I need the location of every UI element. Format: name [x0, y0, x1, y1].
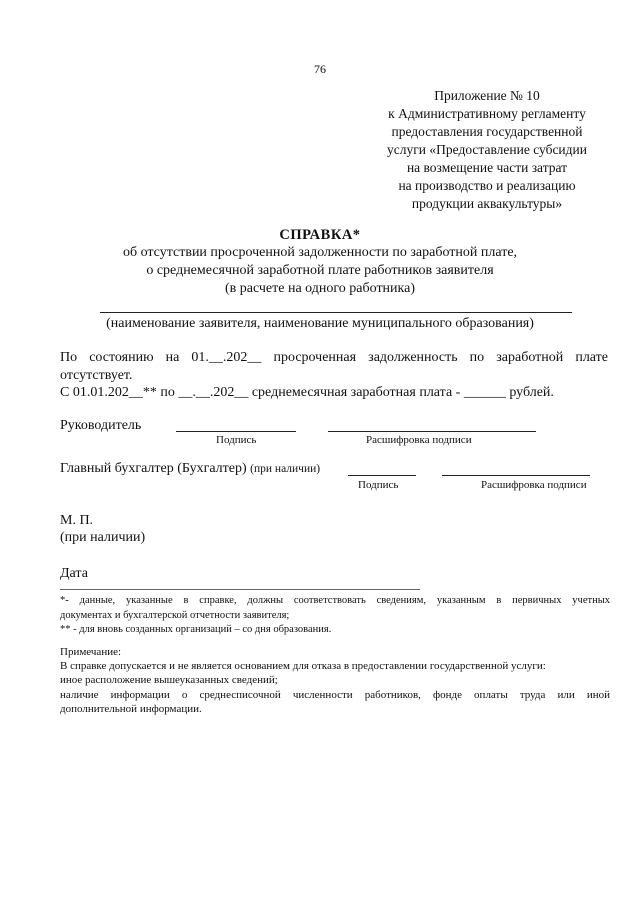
note-line-4: дополнительной информации. [60, 703, 202, 715]
appendix-line-2: к Административному регламенту [388, 106, 586, 121]
body-line-2: отсутствует. [60, 368, 133, 383]
director-signature-caption: Подпись [216, 434, 257, 446]
footnote-1-line-1: *- данные, указанные в справке, должны соответствовать сведениям, указанным в первичных учетных [60, 595, 610, 606]
director-label: Руководитель [60, 418, 142, 433]
accountant-decoding-line [442, 475, 590, 476]
footnote-2: ** - для вновь созданных организаций – со дня образования. [60, 624, 332, 635]
footnote-separator [60, 589, 420, 590]
stamp-label: М. П. [60, 513, 94, 528]
accountant-label [60, 461, 320, 477]
accountant-signature-caption: Подпись [358, 479, 399, 491]
footnote-1-line-2: документах и бухгалтерской отчетности заявителя; [60, 610, 290, 621]
note-heading: Примечание: [60, 646, 122, 658]
note-line-3: наличие информации о среднесписочной численности работников, фонде оплаты труда или иной [60, 689, 610, 701]
appendix-header [367, 87, 607, 213]
appendix-line-6: на производство и реализацию [398, 178, 576, 193]
appendix-line-3: предоставления государственной [391, 124, 583, 139]
accountant-decoding-caption: Расшифровка подписи [481, 479, 587, 491]
applicant-name-line [100, 312, 572, 313]
accountant-note: (при наличии) [250, 463, 321, 475]
accountant-signature-line [348, 475, 416, 476]
title-line-3: (в расчете на одного работника) [224, 281, 416, 296]
director-signature-line [176, 431, 296, 432]
date-label: Дата [60, 566, 88, 581]
stamp-note: (при наличии) [60, 530, 146, 545]
note-line-1: В справке допускается и не является основанием для отказа в предоставлении государственной услуги: [60, 660, 546, 672]
title-main: СПРАВКА* [279, 227, 361, 243]
director-decoding-line [328, 431, 536, 432]
director-decoding-caption: Расшифровка подписи [366, 434, 472, 446]
appendix-line-7: продукции аквакультуры» [411, 196, 563, 211]
page-number: 76 [314, 62, 326, 76]
title-line-2: о среднемесячной заработной плате работников заявителя [146, 263, 494, 278]
appendix-line-1: Приложение № 10 [434, 88, 540, 103]
appendix-line-5: на возмещение части затрат [406, 160, 568, 175]
title-line-1: об отсутствии просроченной задолженности по заработной плате, [122, 245, 518, 260]
appendix-line-4: услуги «Предоставление субсидии [387, 142, 587, 157]
body-line-1: По состоянию на 01.__.202__ просроченная задолженность по заработной плате [60, 350, 608, 365]
body-line-3: С 01.01.202__** по __.__.202__ среднемесячная заработная плата - ______ рублей. [60, 385, 554, 400]
accountant-label-text: Главный бухгалтер (Бухгалтер) [60, 461, 247, 476]
note-line-2: иное расположение вышеуказанных сведений; [60, 674, 278, 686]
document-title [60, 226, 580, 298]
applicant-caption: (наименование заявителя, наименование муниципального образования) [106, 316, 534, 331]
